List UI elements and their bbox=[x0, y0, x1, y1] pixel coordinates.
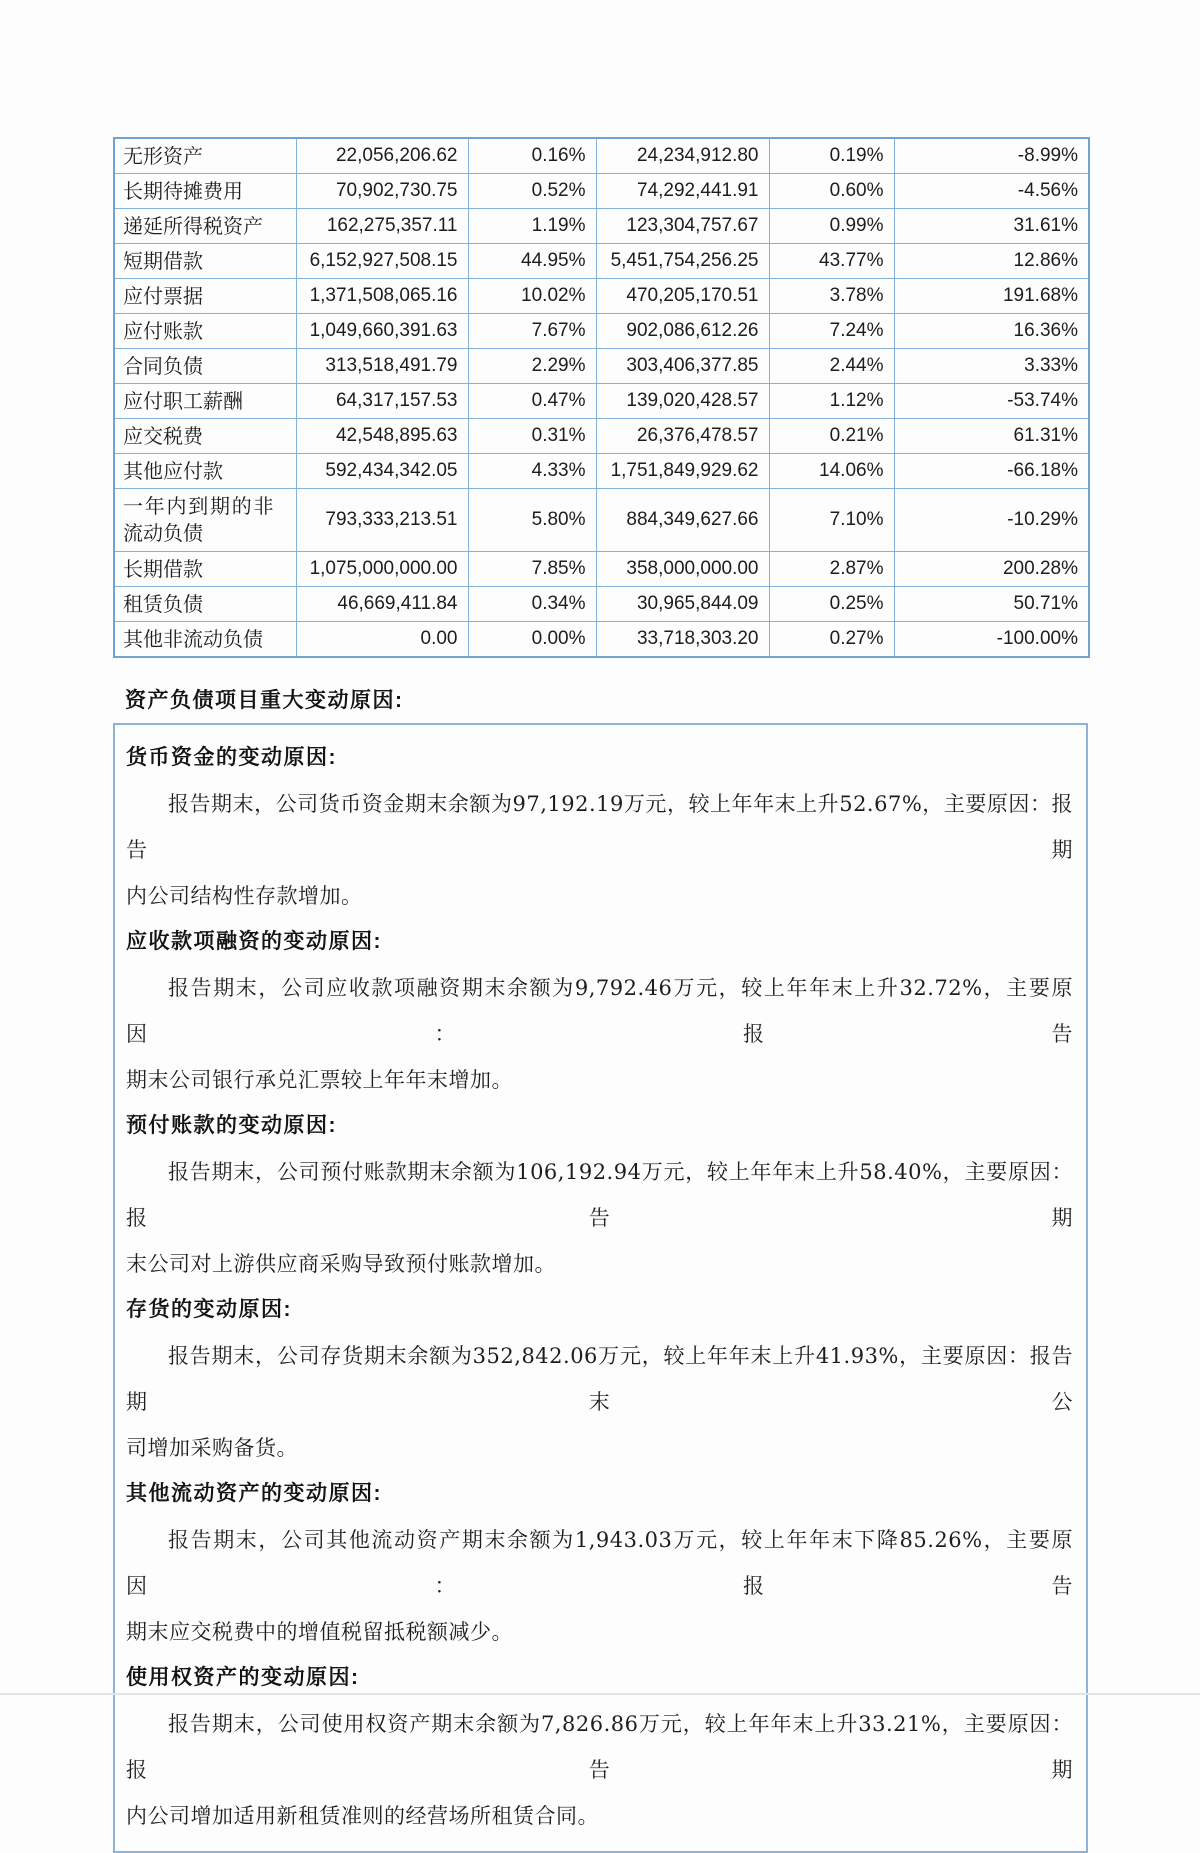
reason-section bbox=[126, 919, 1073, 1103]
table-row bbox=[114, 622, 1089, 658]
pct-current: 44.95% bbox=[468, 244, 596, 279]
pct-current: 10.02% bbox=[468, 279, 596, 314]
amount-current: 1,075,000,000.00 bbox=[296, 552, 468, 587]
change-pct: 50.71% bbox=[894, 587, 1089, 622]
table-body bbox=[114, 138, 1089, 657]
pct-prior: 7.24% bbox=[769, 314, 894, 349]
amount-current: 22,056,206.62 bbox=[296, 138, 468, 174]
pct-prior: 14.06% bbox=[769, 454, 894, 489]
amount-current: 313,518,491.79 bbox=[296, 349, 468, 384]
amount-prior: 33,718,303.20 bbox=[596, 622, 769, 658]
pct-prior: 0.19% bbox=[769, 138, 894, 174]
row-label: 无形资产 bbox=[114, 138, 296, 174]
reason-paragraph-line2: 期末应交税费中的增值税留抵税额减少。 bbox=[126, 1620, 513, 1644]
reason-section bbox=[126, 1287, 1073, 1471]
reason-title: 应收款项融资的变动原因: bbox=[126, 930, 382, 953]
table-row bbox=[114, 138, 1089, 174]
reason-title: 使用权资产的变动原因: bbox=[126, 1666, 360, 1689]
change-pct: -53.74% bbox=[894, 384, 1089, 419]
row-label: 一年内到期的非流动负债 bbox=[114, 489, 296, 552]
amount-current: 64,317,157.53 bbox=[296, 384, 468, 419]
amount-prior: 139,020,428.57 bbox=[596, 384, 769, 419]
table-row bbox=[114, 314, 1089, 349]
major-changes-heading: 资产负债项目重大变动原因: bbox=[125, 689, 404, 712]
row-label: 长期借款 bbox=[114, 552, 296, 587]
table-row bbox=[114, 419, 1089, 454]
amount-prior: 470,205,170.51 bbox=[596, 279, 769, 314]
table-row bbox=[114, 552, 1089, 587]
pct-current: 0.16% bbox=[468, 138, 596, 174]
reason-section bbox=[126, 1103, 1073, 1287]
change-pct: 200.28% bbox=[894, 552, 1089, 587]
row-label: 应付票据 bbox=[114, 279, 296, 314]
amount-prior: 358,000,000.00 bbox=[596, 552, 769, 587]
reason-paragraph-line1: 报告期末，公司使用权资产期末余额为7,826.86万元，较上年年末上升33.21%，主要原因：报告期 bbox=[126, 1712, 1073, 1782]
row-label: 短期借款 bbox=[114, 244, 296, 279]
amount-prior: 303,406,377.85 bbox=[596, 349, 769, 384]
table-row bbox=[114, 349, 1089, 384]
pct-current: 7.67% bbox=[468, 314, 596, 349]
amount-prior: 1,751,849,929.62 bbox=[596, 454, 769, 489]
amount-current: 42,548,895.63 bbox=[296, 419, 468, 454]
amount-prior: 24,234,912.80 bbox=[596, 138, 769, 174]
pct-current: 0.34% bbox=[468, 587, 596, 622]
reason-paragraph-line2: 内公司增加适用新租赁准则的经营场所租赁合同。 bbox=[126, 1804, 599, 1828]
table-row bbox=[114, 174, 1089, 209]
reason-title: 预付账款的变动原因: bbox=[126, 1114, 337, 1137]
amount-prior: 884,349,627.66 bbox=[596, 489, 769, 552]
row-label: 长期待摊费用 bbox=[114, 174, 296, 209]
row-label: 应付职工薪酬 bbox=[114, 384, 296, 419]
reason-section bbox=[126, 735, 1073, 919]
change-pct: 61.31% bbox=[894, 419, 1089, 454]
amount-current: 162,275,357.11 bbox=[296, 209, 468, 244]
change-pct: 16.36% bbox=[894, 314, 1089, 349]
pct-current: 4.33% bbox=[468, 454, 596, 489]
change-pct: -10.29% bbox=[894, 489, 1089, 552]
reason-title: 其他流动资产的变动原因: bbox=[126, 1482, 382, 1505]
change-pct: 31.61% bbox=[894, 209, 1089, 244]
table-row bbox=[114, 587, 1089, 622]
amount-current: 1,049,660,391.63 bbox=[296, 314, 468, 349]
pct-prior: 0.60% bbox=[769, 174, 894, 209]
table-row bbox=[114, 384, 1089, 419]
amount-prior: 30,965,844.09 bbox=[596, 587, 769, 622]
pct-prior: 7.10% bbox=[769, 489, 894, 552]
balance-items-table bbox=[113, 137, 1090, 658]
amount-current: 793,333,213.51 bbox=[296, 489, 468, 552]
amount-current: 70,902,730.75 bbox=[296, 174, 468, 209]
amount-prior: 5,451,754,256.25 bbox=[596, 244, 769, 279]
row-label: 其他应付款 bbox=[114, 454, 296, 489]
change-pct: -4.56% bbox=[894, 174, 1089, 209]
pct-prior: 2.44% bbox=[769, 349, 894, 384]
pct-current: 1.19% bbox=[468, 209, 596, 244]
pct-current: 0.47% bbox=[468, 384, 596, 419]
amount-prior: 74,292,441.91 bbox=[596, 174, 769, 209]
pct-current: 0.00% bbox=[468, 622, 596, 658]
page-bottom-edge bbox=[0, 1693, 1200, 1695]
change-pct: 191.68% bbox=[894, 279, 1089, 314]
reason-section bbox=[126, 1471, 1073, 1655]
pct-current: 0.52% bbox=[468, 174, 596, 209]
change-pct: 12.86% bbox=[894, 244, 1089, 279]
amount-prior: 26,376,478.57 bbox=[596, 419, 769, 454]
row-label: 租赁负债 bbox=[114, 587, 296, 622]
reason-paragraph-line2: 司增加采购备货。 bbox=[126, 1436, 298, 1460]
pct-prior: 0.27% bbox=[769, 622, 894, 658]
reason-title: 货币资金的变动原因: bbox=[126, 746, 337, 769]
pct-prior: 43.77% bbox=[769, 244, 894, 279]
reason-paragraph-line1: 报告期末，公司货币资金期末余额为97,192.19万元，较上年年末上升52.67%，主要原因：报告期 bbox=[126, 792, 1073, 862]
pct-prior: 0.21% bbox=[769, 419, 894, 454]
pct-prior: 3.78% bbox=[769, 279, 894, 314]
change-pct: 3.33% bbox=[894, 349, 1089, 384]
pct-prior: 0.25% bbox=[769, 587, 894, 622]
report-content bbox=[113, 137, 1088, 1853]
reason-paragraph-line1: 报告期末，公司其他流动资产期末余额为1,943.03万元，较上年年末下降85.26%，主要原因：报告 bbox=[126, 1528, 1073, 1598]
reason-paragraph-line1: 报告期末，公司应收款项融资期末余额为9,792.46万元，较上年年末上升32.72%，主要原因：报告 bbox=[126, 976, 1073, 1046]
change-pct: -8.99% bbox=[894, 138, 1089, 174]
reason-paragraph-line1: 报告期末，公司存货期末余额为352,842.06万元，较上年年末上升41.93%，主要原因：报告期末公 bbox=[126, 1344, 1073, 1414]
amount-current: 592,434,342.05 bbox=[296, 454, 468, 489]
reason-section bbox=[126, 1655, 1073, 1839]
row-label: 合同负债 bbox=[114, 349, 296, 384]
change-pct: -66.18% bbox=[894, 454, 1089, 489]
row-label: 递延所得税资产 bbox=[114, 209, 296, 244]
reason-paragraph-line1: 报告期末，公司预付账款期末余额为106,192.94万元，较上年年末上升58.40%，主要原因：报告期 bbox=[126, 1160, 1073, 1230]
amount-current: 1,371,508,065.16 bbox=[296, 279, 468, 314]
amount-current: 6,152,927,508.15 bbox=[296, 244, 468, 279]
amount-current: 46,669,411.84 bbox=[296, 587, 468, 622]
amount-prior: 902,086,612.26 bbox=[596, 314, 769, 349]
table-row bbox=[114, 279, 1089, 314]
amount-prior: 123,304,757.67 bbox=[596, 209, 769, 244]
amount-current: 0.00 bbox=[296, 622, 468, 658]
reasons-box bbox=[113, 723, 1088, 1853]
reason-title: 存货的变动原因: bbox=[126, 1298, 292, 1321]
pct-current: 2.29% bbox=[468, 349, 596, 384]
pct-current: 5.80% bbox=[468, 489, 596, 552]
pct-prior: 2.87% bbox=[769, 552, 894, 587]
reason-paragraph-line2: 末公司对上游供应商采购导致预付账款增加。 bbox=[126, 1252, 556, 1276]
row-label: 应付账款 bbox=[114, 314, 296, 349]
row-label: 应交税费 bbox=[114, 419, 296, 454]
table-row bbox=[114, 244, 1089, 279]
table-row bbox=[114, 489, 1089, 552]
reason-paragraph-line2: 内公司结构性存款增加。 bbox=[126, 884, 363, 908]
table-row bbox=[114, 454, 1089, 489]
pct-current: 7.85% bbox=[468, 552, 596, 587]
change-pct: -100.00% bbox=[894, 622, 1089, 658]
pct-current: 0.31% bbox=[468, 419, 596, 454]
pct-prior: 0.99% bbox=[769, 209, 894, 244]
reason-paragraph-line2: 期末公司银行承兑汇票较上年年末增加。 bbox=[126, 1068, 513, 1092]
pct-prior: 1.12% bbox=[769, 384, 894, 419]
row-label: 其他非流动负债 bbox=[114, 622, 296, 658]
table-row bbox=[114, 209, 1089, 244]
